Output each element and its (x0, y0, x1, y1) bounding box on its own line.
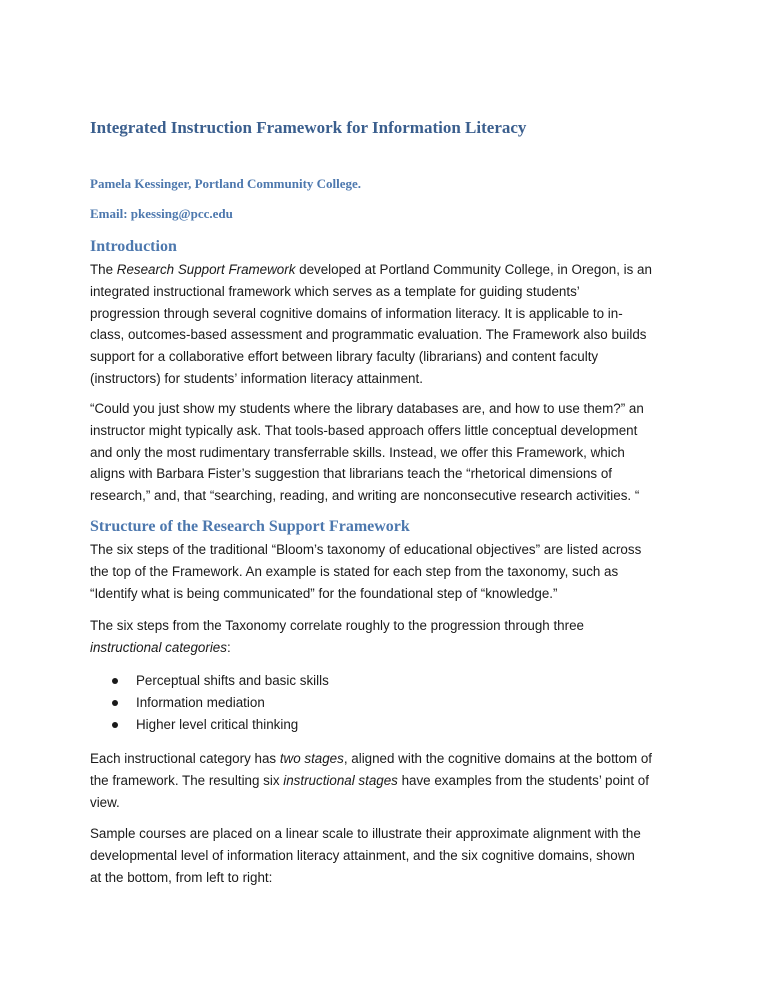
paragraph-line: Sample courses are placed on a linear scale to illustrate their approximate alignment with the (90, 826, 641, 841)
emphasis-text: instructional categories (90, 639, 227, 655)
paragraph-line: The six steps of the traditional “Bloom’s taxonomy of educational objectives” are listed across (90, 542, 642, 557)
intro-paragraph-1 (90, 259, 652, 390)
paragraph-line (90, 637, 584, 659)
structure-paragraph-1 (90, 539, 641, 604)
bullet-icon (112, 722, 118, 728)
document-title: Integrated Instruction Framework for Information Literacy (90, 118, 527, 137)
list-item-label: Higher level critical thinking (136, 717, 299, 732)
paragraph-line: class, outcomes-based assessment and programmatic evaluation. The Framework also builds (90, 327, 647, 343)
paragraph-line: view. (90, 794, 120, 810)
paragraph-line: (instructors) for students’ information literacy attainment. (90, 370, 423, 386)
text-run: The (90, 262, 117, 277)
paragraph-line: at the bottom, from left to right: (90, 869, 273, 885)
text-run: the framework. The resulting six (90, 772, 284, 788)
structure-heading: Structure of the Research Support Framework (90, 518, 410, 535)
text-run: Each instructional category has (90, 751, 280, 766)
list-item-label: Information mediation (136, 695, 265, 710)
list-item (110, 670, 329, 692)
list-item (110, 692, 329, 714)
paragraph-line: aligns with Barbara Fister’s suggestion that librarians teach the “rhetorical dimensions of (90, 466, 612, 482)
emphasis-text: instructional stages (283, 772, 398, 788)
structure-paragraph-3 (90, 748, 652, 813)
paragraph-line (90, 770, 652, 792)
author-line: Pamela Kessinger, Portland Community College. (90, 176, 362, 191)
text-run: , aligned with the cognitive domains at the bottom of (343, 751, 652, 766)
paragraph-line: The six steps from the Taxonomy correlate roughly to the progression through three (90, 618, 584, 633)
paragraph-line (90, 748, 652, 770)
paragraph-line: developmental level of information literacy attainment, and the six cognitive domains, shown (90, 847, 635, 863)
structure-paragraph-4 (90, 823, 641, 888)
introduction-heading: Introduction (90, 238, 177, 255)
instructional-categories-list (110, 670, 329, 736)
paragraph-line (90, 259, 652, 281)
emphasis-text: Research Support Framework (116, 262, 296, 277)
list-item (110, 714, 329, 736)
intro-paragraph-2 (90, 398, 644, 507)
paragraph-line: and only the most rudimentary transferrable skills. Instead, we offer this Framework, which (90, 444, 625, 460)
paragraph-line: progression through several cognitive domains of information literacy. It is applicable to in- (90, 305, 623, 321)
bullet-icon (112, 678, 118, 684)
text-run: have examples from the students’ point of (397, 772, 649, 788)
text-run: : (226, 639, 231, 655)
bullet-icon (112, 700, 118, 706)
emphasis-text: two stages (279, 751, 344, 766)
structure-paragraph-2 (90, 615, 584, 659)
text-run: developed at Portland Community College, in Oregon, is an (295, 262, 652, 277)
email-line: Email: pkessing@pcc.edu (90, 206, 233, 221)
paragraph-line: “Identify what is being communicated” for the foundational step of “knowledge.” (90, 585, 558, 601)
paragraph-line: the top of the Framework. An example is stated for each step from the taxonomy, such as (90, 563, 619, 579)
paragraph-line: “Could you just show my students where the library databases are, and how to use them?” an (90, 401, 644, 416)
paragraph-line: integrated instructional framework which serves as a template for guiding students’ (90, 283, 580, 299)
paragraph-line: research,” and, that “searching, reading, and writing are nonconsecutive research activities. “ (90, 488, 640, 504)
list-item-label: Perceptual shifts and basic skills (136, 673, 329, 688)
paragraph-line: instructor might typically ask. That tools-based approach offers little conceptual development (90, 422, 638, 438)
paragraph-line: support for a collaborative effort between library faculty (librarians) and content faculty (90, 349, 599, 365)
